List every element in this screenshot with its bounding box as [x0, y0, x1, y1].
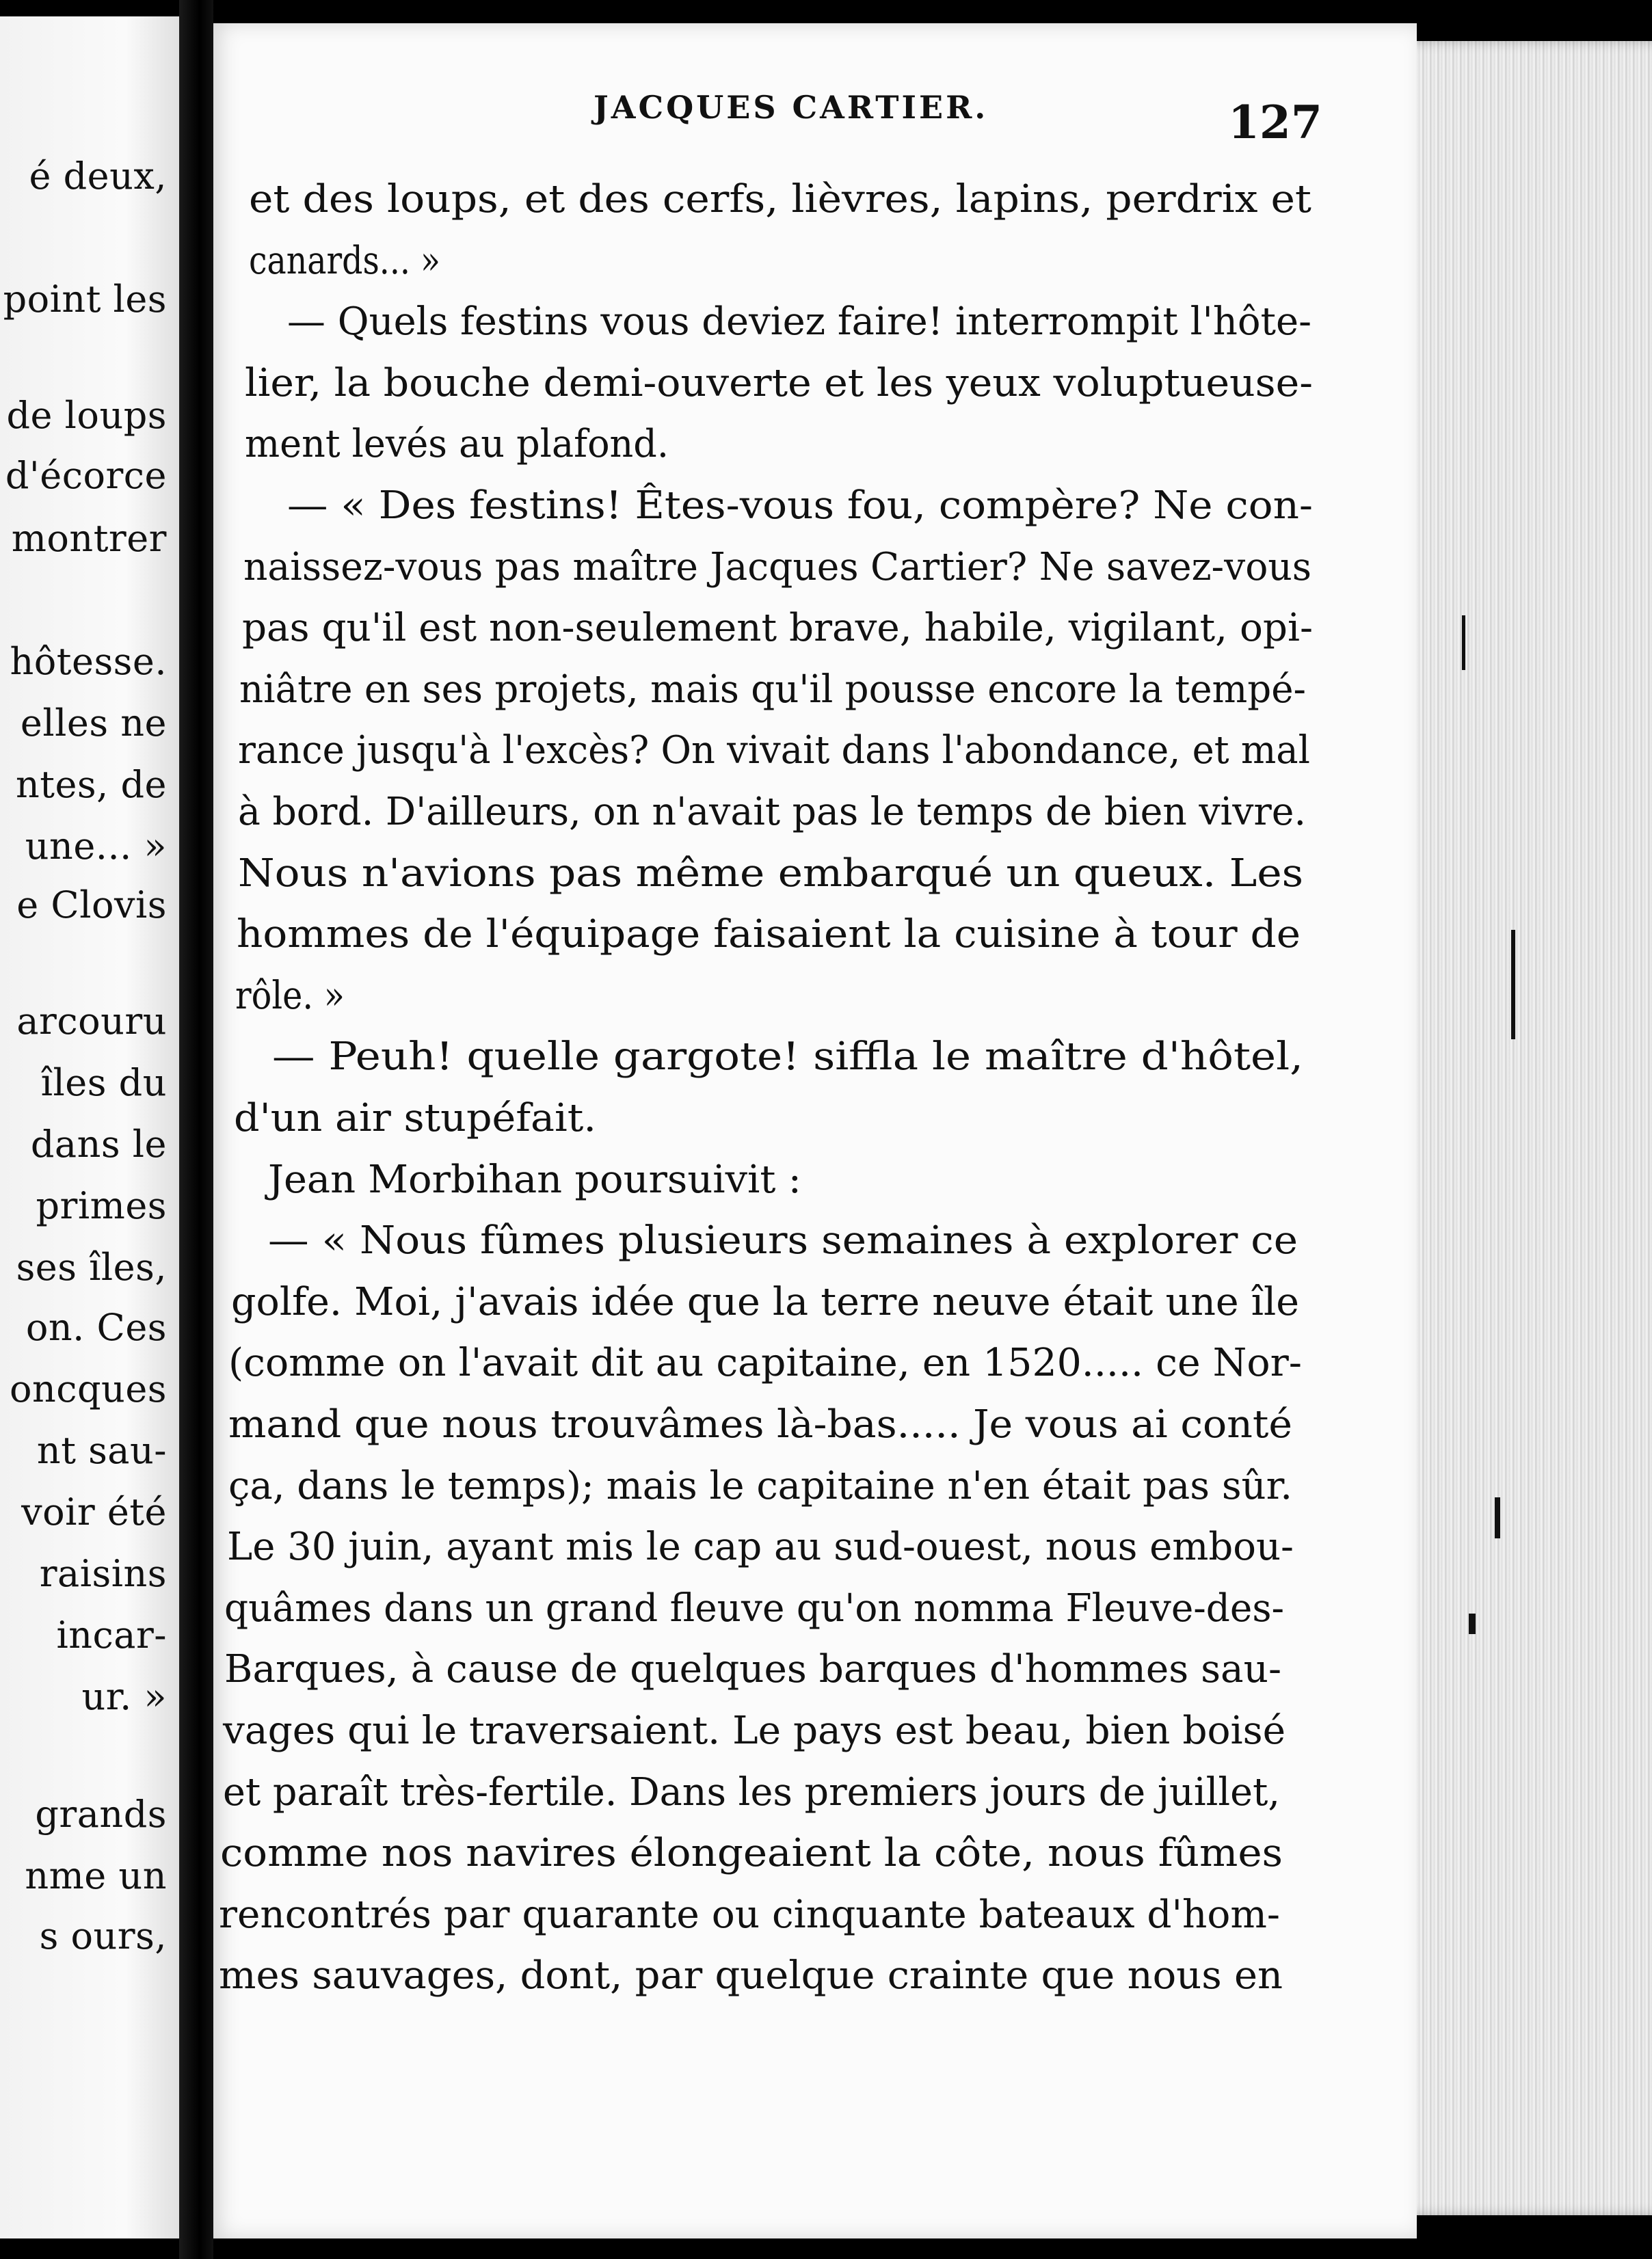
running-head: JACQUES CARTIER.: [594, 89, 989, 126]
body-line: (comme on l'avait dit au capitaine, en 1520..... ce Nor-: [228, 1341, 1303, 1386]
body-line: et des loups, et des cerfs, lièvres, lapins, perdrix et: [249, 177, 1311, 222]
body-line: — Peuh! quelle gargote! siffla le maître d'hôtel,: [272, 1034, 1303, 1080]
edge-mark: [1469, 1614, 1476, 1634]
left-page-line: é deux,: [29, 155, 167, 198]
left-page-line: raisins: [39, 1552, 167, 1595]
left-page-line: ntes, de: [15, 763, 167, 806]
body-line: pas qu'il est non-seulement brave, habile, vigilant, opi-: [242, 606, 1313, 651]
left-page-line: montrer: [11, 517, 167, 560]
body-line: Le 30 juin, ayant mis le cap au sud-ouest, nous embou-: [227, 1525, 1294, 1570]
left-page-line: arcouru: [16, 1000, 167, 1043]
body-line: mes sauvages, dont, par quelque crainte que nous en: [219, 1953, 1283, 1999]
left-page-line: incar-: [56, 1614, 167, 1657]
left-page-line: ur. »: [81, 1675, 167, 1718]
body-line: à bord. D'ailleurs, on n'avait pas le temps de bien vivre.: [238, 790, 1306, 834]
left-page-line: elles ne: [20, 701, 167, 745]
left-page-line: nme un: [25, 1854, 167, 1897]
body-line: Barques, à cause de quelques barques d'hommes sau-: [224, 1647, 1281, 1692]
book-gutter: [179, 0, 213, 2259]
body-line: ça, dans le temps); mais le capitaine n'en était pas sûr.: [228, 1463, 1292, 1508]
body-line: golfe. Moi, j'avais idée que la terre neuve était une île: [231, 1279, 1299, 1324]
body-line: rencontrés par quarante ou cinquante bateaux d'hom-: [219, 1892, 1280, 1937]
body-line: quâmes dans un grand fleuve qu'on nomma Fleuve-des-: [224, 1586, 1284, 1631]
left-page-line: nt sau-: [36, 1429, 167, 1472]
left-page-line: oncques: [9, 1367, 167, 1411]
body-line: vages qui le traversaient. Le pays est beau, bien boisé: [223, 1709, 1285, 1753]
body-line: Nous n'avions pas même embarqué un queux. Les: [238, 851, 1303, 896]
body-line: rance jusqu'à l'excès? On vivait dans l'abondance, et mal: [238, 728, 1310, 773]
left-page-line: voir été: [21, 1491, 167, 1534]
left-page-line: dans le: [30, 1123, 167, 1166]
left-page-line: une... »: [25, 825, 167, 868]
left-page-line: on. Ces: [25, 1306, 167, 1349]
left-page-line: hôtesse.: [10, 640, 167, 683]
left-page-line: de loups: [6, 394, 167, 437]
edge-mark: [1511, 930, 1515, 1039]
body-line: mand que nous trouvâmes là-bas..... Je vous ai conté: [228, 1402, 1292, 1447]
body-line: — Quels festins vous deviez faire! interrompit l'hôte-: [287, 299, 1311, 345]
left-facing-page: [0, 16, 179, 2238]
edge-mark: [1462, 615, 1465, 670]
body-line: d'un air stupéfait.: [234, 1096, 596, 1140]
body-line: — « Nous fûmes plusieurs semaines à explorer ce: [268, 1218, 1298, 1264]
body-line: ment levés au plafond.: [245, 422, 669, 467]
left-page-line: grands: [35, 1793, 167, 1836]
left-page-line: primes: [36, 1184, 167, 1227]
left-page-line: point les: [3, 278, 167, 321]
left-page-line: îles du: [40, 1061, 167, 1104]
left-page-line: e Clovis: [16, 883, 167, 926]
left-page-line: d'écorce: [5, 454, 167, 497]
page-number: 127: [1228, 96, 1322, 149]
body-line: canards... »: [249, 238, 440, 283]
body-line: hommes de l'équipage faisaient la cuisine à tour de: [237, 912, 1301, 957]
left-page-line: s ours,: [39, 1914, 167, 1957]
body-line: comme nos navires élongeaient la côte, nous fûmes: [220, 1831, 1283, 1876]
body-line: rôle. »: [235, 973, 345, 1018]
left-page-line: ses îles,: [16, 1246, 167, 1289]
body-line: Jean Morbihan poursuivit :: [268, 1157, 801, 1202]
body-line: et paraît très-fertile. Dans les premiers jours de juillet,: [223, 1769, 1280, 1815]
body-line: — « Des festins! Êtes-vous fou, compère? Ne con-: [287, 483, 1313, 528]
body-line: naissez-vous pas maître Jacques Cartier? Ne savez-vous: [243, 544, 1311, 589]
body-line: lier, la bouche demi-ouverte et les yeux voluptueuse-: [245, 360, 1313, 405]
edge-mark: [1495, 1497, 1500, 1538]
body-line: niâtre en ses projets, mais qu'il pousse encore la tempé-: [239, 667, 1306, 712]
